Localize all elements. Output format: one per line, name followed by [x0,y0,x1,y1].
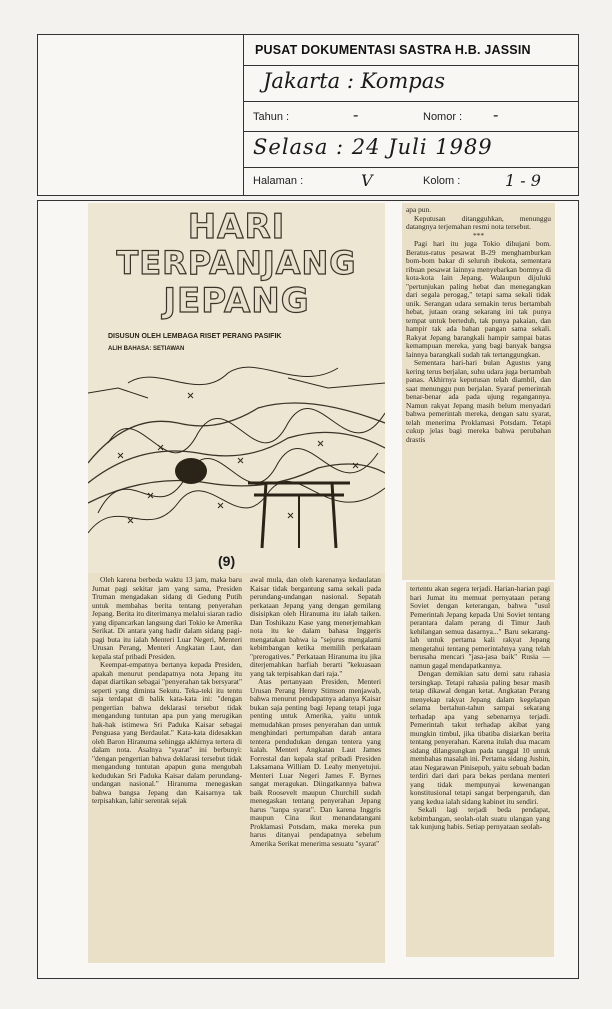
tahun-nomor-row [243,101,578,132]
tahun-value: - [353,105,359,124]
title-line-3: JEPANG [163,281,310,321]
nomor-value: - [493,105,499,124]
kolom-value: 1 - 9 [505,171,541,190]
col3a-paragraph: Pagi hari itu juga Tokio dihujani bom. Beratus-ratus pesawat B-29 menghamburkan bom-bom bakar di seluruh ibukota, sementara ribuan pesawat lainnya menyebarkan bomnya di kota-kota lain Jepang. Walaupun dijuluki "pertunjukan paling hebat dan menegangkan dari segala perogag," tetapi sama sekali tidak unik. Serangan udara semakin terus bertambah hebat, jutaan orang sekarang ini tak punya tempat untuk berteduh, tak punya pakaian, dan hampir tak ada bahan pangan sama sekali. Rakyat Jepang barangkali hampir sampai batas kemampuan mereka, yang bagi banyak bangsa lainnya barangkali sudah tak tertanggungkan. [406,239,551,359]
article-column-3-bottom [406,582,554,957]
col3b-paragraph: Sekali lagi terjadi beda pendapat, kebimbangan, seolah-olah suatu ulangan yang tak kunjung habis. Setiap pernyataan seolah- [410,805,550,831]
section-break: *** [472,230,485,240]
title-line-2: TERPANJANG [116,244,357,282]
article-illustration [88,203,385,573]
col2-paragraph: Atas pertanyaan Presiden, Menteri Urusan Perang Henry Stimson menjawab, bahwa menurut pendapatnya adanya Kaisar bukan saja penting bagi Jepang tetapi juga penting untuk Amerika, yaitu untuk memudahkan proses penyerahan dan untuk menghindari pertumpahan darah antara tentera pendudukan dengan tentera yang kalah. Menteri Angkatan Laut James Forrestal dan kepala staf pribadi Presiden Laksamana William D. Leahy menyetujui. Menteri Luar Negeri James F. Byrnes sangat meragukan. Diingatkannya bahwa baik Roosevelt maupun Churchill sudah menegaskan tentang penyerahan Jepang harus "tanpa syarat". Dan karena Inggris maupun Cina ikut menandatangani Proklamasi Potsdam, maka mereka pun harus ditanyai pendapatnya sebelum Amerika Serikat menerima sesuatu "syarat" [250,677,381,848]
col2-paragraph: awal mula, dan oleh karenanya kedaulatan Kaisar tidak bergantung sama sekali pada perundang-undangan nasional. Sepatah perkataan Jepang yang dengan gemilang disisipkan oleh Hiranuma itu ialah taiken. Dan Toshikazu Kase yang menerjemahkan nota itu ke dalam bahasa Inggeris mengatakan bahwa ia "sejurus mengalami kebimbangan ketika memilih perkataan "prerogatives." Perkataan Hiranuma itu jika diterjemahkan harfiah berarti "kekuasaan yang tak terpisahkan dari raja." [250,575,381,678]
halaman-value: V [361,171,373,190]
institution-name: PUSAT DOKUMENTASI SASTRA H.B. JASSIN [255,43,531,57]
institution-row [243,35,578,66]
article-column-2 [246,573,385,963]
col3a-paragraph: Sementara hari-hari bulan Agustus yang kering terus berjalan, suhu udara juga bertambah panas. Akhirnya keputusan telah diambil, dan saat menunggu pun berjalan. Syaraf pemerintah benar-benar ada pada ujung regangannya. Namun rakyat Jepang masih belum menyadari bahwa pemerintah mereka, dengan satu syarat, telah menerima Proklamasi Potsdam. Tetapi cukup jelas bagi mereka bahwa perubahan drastis [406,358,551,444]
col1-paragraph: Keempat-empatnya bertanya kepada Presiden, apakah menurut pendapatnya nota Jepang itu dapat diartikan sebagai "penyerahan tak bersyarat" seperti yang diminta Sekutu. Teka-teki itu tentu saja terdapat di balik kata-kata ini: "dengan pengertian bahwa deklarasi tersebut tidak mengandung tuntutan apa pun yang merugikan hak-hak istimewa Sri Paduka Kaisar sebagai Penguasa yang Berdaulat." Kata-kata didesakkan oleh Baron Hiranuma sehingga akhirnya tertera di dalam nota. Asalnya "syarat" ini berbunyi: "dengan pengertian bahwa deklarasi tersebut tidak mengandung tuntutan apapun guna mengubah kedudukan Sri Paduka Kaisar dalam perundang-undangan nasional." Hiranuma menegaskan bahwa bangsa Jepang dan Kaisarnya tak terpisahkan, lahir serentak sejak [92,660,242,805]
byline-translator: ALIH BAHASA: SETIAWAN [108,346,185,352]
byline-institution: DISUSUN OLEH LEMBAGA RISET PERANG PASIFIK [108,333,282,340]
kolom-label: Kolom : [423,175,461,187]
col3b-paragraph: tertentu akan segera terjadi. Harian-harian pagi hari Jumat itu memuat pernyataan perang Soviet dengan keterangan, bahwa "usul Pemerintah Jepang kepada Uni Soviet tentang perantara dalam perang di Timur Jauh kehilangan semua dasarnya..." Baru sekarang-lah untuk pertama kali rakyat Jepang mengetahui tentang pemerintahnya yang telah berusaha mencari "jasa-jasa baik" Rusia — namun gagal mendapatkannya. [410,584,550,670]
col3b-paragraph: Dengan demikian satu demi satu rahasia tersingkap. Tetapi rahasia paling besar masih tetap dikawal dengan ketat. Angkatan Perang menyekap rakyat Jepang dalam kegelapan selama bertahun-tahun sampai sekarang terhadap apa yang sebenarnya terjadi. Pemerintah takut terhadap akibat yang mungkin timbul, jika tibatiba disiarkan berita tentang penyerahan. Karena itulah dua macam sidang dilangsungkan pada tanggal 10 untuk membahas masalah ini. Pertama sidang Jushin, atau Negarawan Pinisepuh, yaitu sebuah badan terdiri dari dari para bekas perdana menteri yang tidak mempunyai kewenangan konstitusional tetapi sangat berpengaruh, dan yang kedua ialah sidang kabinet itu sendiri. [410,669,550,806]
col1-paragraph: Oleh karena berbeda waktu 13 jam, maka baru Jumat pagi sekitar jam yang sama, Presiden Truman mengadakan sidang di Gedung Putih untuk membahas berita tentang penyerahan Jepang. Berita itu diterimanya melalui siaran radio yang dipancarkan langsung dari Tokio ke Amerika Serikat. Di antara yang hadir dalam sidang pagi-pagi buta itu ialah Menteri Luar Negeri, Menteri Urusan Perang, Menteri Angkatan Laut, dan kepala staf pribadi Presiden. [92,575,242,661]
source-handwritten: Jakarta : Kompas [263,69,446,93]
col3a-paragraph: apa pun. [406,205,432,214]
nomor-label: Nomor : [423,111,463,123]
tahun-label: Tahun : [253,111,290,123]
article-column-3-top [402,203,555,580]
catalog-card-blank-area [38,35,244,195]
title-line-1: HARI [187,207,286,247]
date-handwritten: Selasa : 24 Juli 1989 [253,135,493,159]
date-row [243,131,578,168]
barbed-wire-drawing [88,353,385,553]
article-column-1 [88,573,246,963]
halaman-kolom-row [243,167,578,195]
col3a-paragraph: Keputusan ditangguhkan, menunggu datangnya terjemahan resmi nota tersebut. [406,213,551,231]
part-number: (9) [218,553,236,569]
source-row [243,65,578,102]
catalog-card [37,34,579,196]
halaman-label: Halaman : [253,175,304,187]
